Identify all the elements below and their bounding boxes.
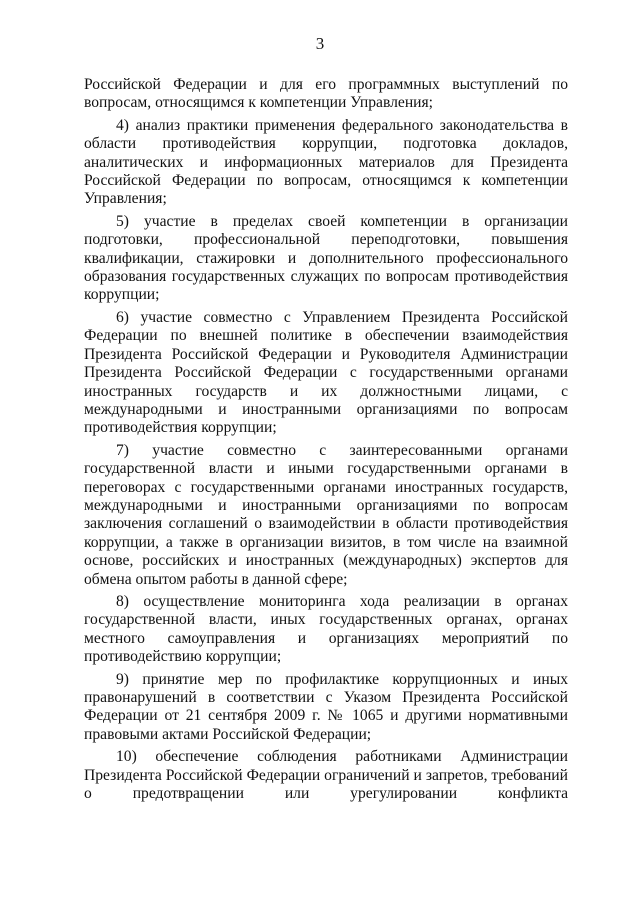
list-item-6: 6) участие совместно с Управлением Президента Российской Федерации по внешней политике в обеспечении взаимодействия Президента Российской Федерации и Руководителя Администрации Президента Российской Федерации с государственными органами иностранных государств и их должностными лицами, с международными и иностранными организациями по вопросам противодействия коррупции; xyxy=(84,308,568,437)
page-number: 3 xyxy=(315,34,325,53)
list-item-5: 5) участие в пределах своей компетенции в организации подготовки, профессиональной переподготовки, повышения квалификации, стажировки и дополнительного профессионального образования государственных служащих по вопросам противодействия коррупции; xyxy=(84,212,568,304)
list-item-8: 8) осуществление мониторинга хода реализации в органах государственной власти, иных государственных органах, органах местного самоуправления и организациях мероприятий по противодействию коррупции; xyxy=(84,592,568,666)
list-item-10: 10) обеспечение соблюдения работниками Администрации Президента Российской Федерации ограничений и запретов, требований о предотвращении или урегулировании конфликта xyxy=(84,748,568,803)
list-item-7: 7) участие совместно с заинтересованными органами государственной власти и иными государственными органами в переговорах с государственными органами иностранных государств, международными и иностранными организациями по вопросам заключения соглашений о взаимодействии в области противодействия коррупции, а также в организации визитов, в том числе на взаимной основе, российских и иностранных (международных) экспертов для обмена опытом работы в данной сфере; xyxy=(84,441,568,588)
paragraph-continuation: Российской Федерации и для его программных выступлений по вопросам, относящимся к компетенции Управления; xyxy=(84,76,568,112)
list-item-9: 9) принятие мер по профилактике коррупционных и иных правонарушений в соответствии с Указом Президента Российской Федерации от 21 сентября 2009 г. № 1065 и другими нормативными правовыми актами Российской Федерации; xyxy=(84,670,568,743)
document-body xyxy=(84,76,568,807)
list-item-4: 4) анализ практики применения федерального законодательства в области противодействия коррупции, подготовка докладов, аналитических и информационных материалов для Президента Российской Федерации по вопросам, относящимся к компетенции Управления; xyxy=(84,116,568,208)
